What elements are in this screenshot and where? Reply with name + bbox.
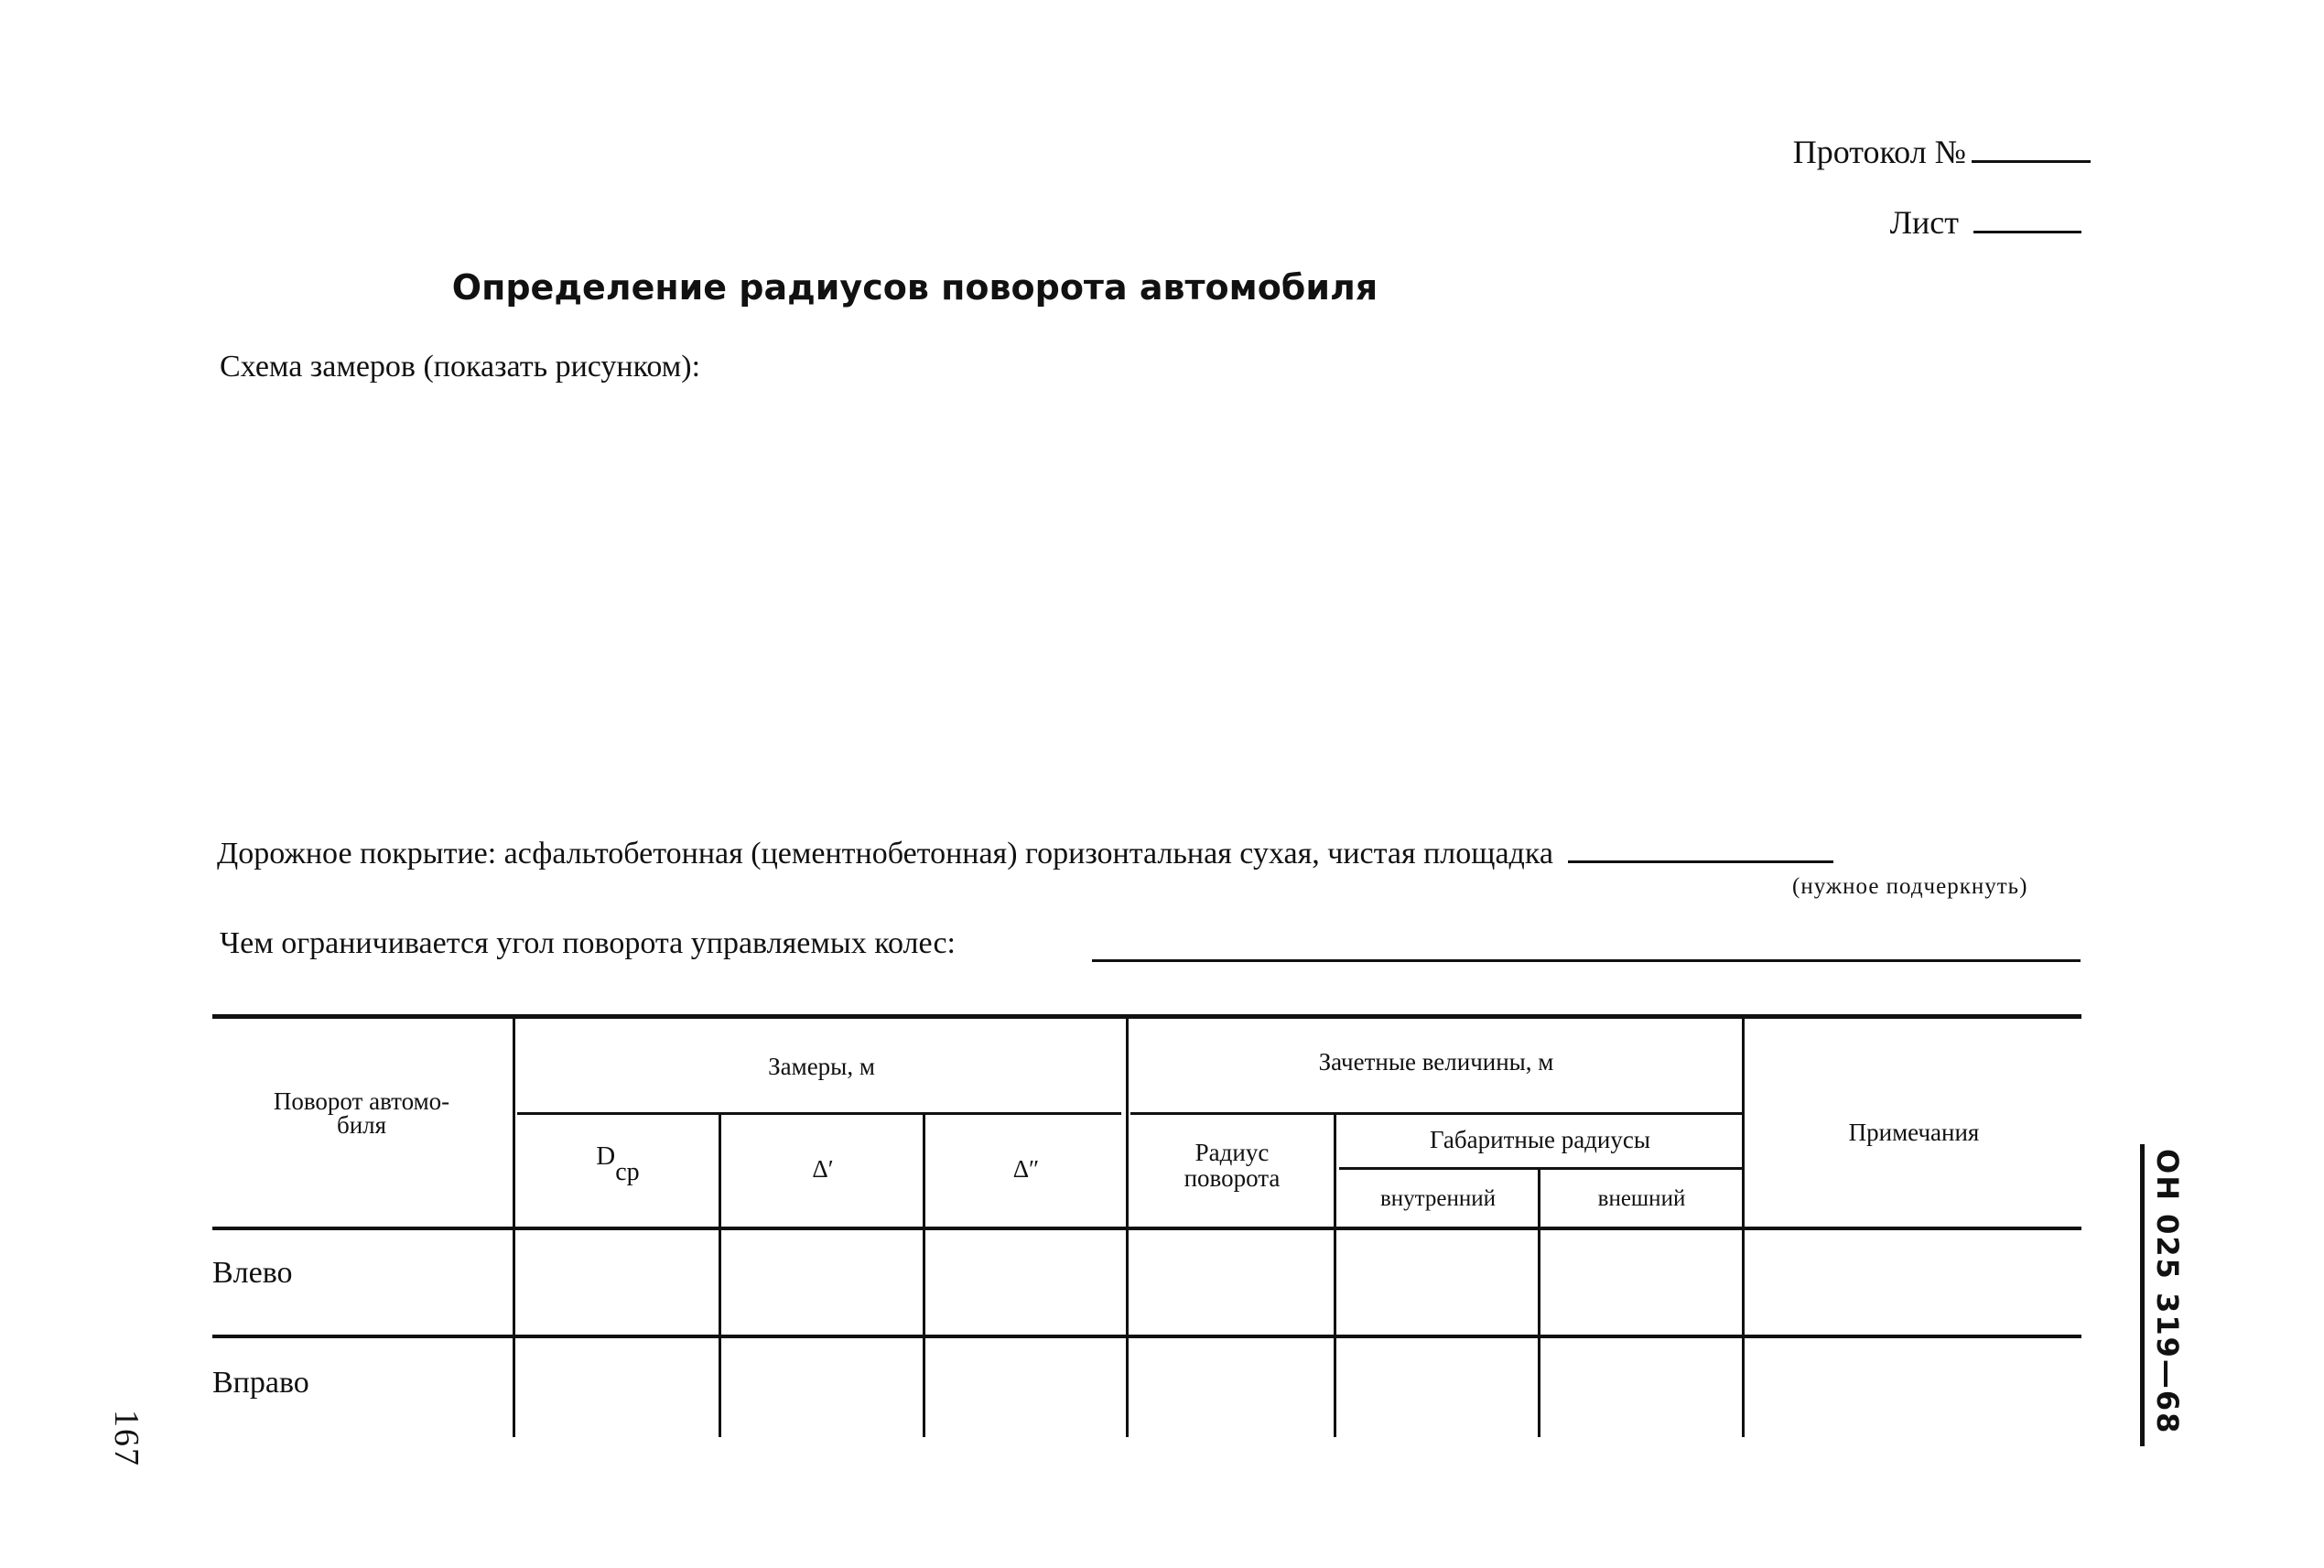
header-delta-prime: Δ′ — [812, 1155, 834, 1183]
header-dcp — [517, 1141, 719, 1186]
header-turning-radius: Радиус поворота — [1184, 1139, 1281, 1192]
col-divider-1 — [513, 1016, 515, 1437]
protocol-label: Протокол № — [1792, 134, 1966, 170]
road-surface-text: Дорожное покрытие: асфальтобетонная (цементнобетонная) горизонтальная сухая, чистая площадка — [217, 837, 1553, 871]
header-credit-group: Зачетные величины, м — [1318, 1048, 1554, 1076]
row-right-label: Вправо — [212, 1366, 309, 1400]
table-top-border — [212, 1014, 2081, 1019]
protocol-number-blank[interactable] — [1972, 135, 2091, 163]
sheet-label: Лист — [1889, 204, 1959, 241]
dcp-symbol: D — [596, 1141, 616, 1171]
header-delta-double-prime: Δ″ — [1012, 1155, 1040, 1183]
header-overall-radii: Габаритные радиусы — [1429, 1126, 1650, 1153]
header-measures-group: Замеры, м — [768, 1053, 875, 1080]
road-surface-line — [217, 837, 1833, 871]
standard-code-bar — [2140, 1144, 2145, 1446]
header-bottom-border — [212, 1227, 2081, 1230]
page-title: Определение радиусов поворота автомобиля — [451, 267, 1378, 308]
credit-group-divider — [1130, 1112, 1742, 1115]
protocol-number-field — [1793, 133, 2091, 171]
underline-hint: (нужное подчеркнуть) — [1792, 874, 2028, 899]
standard-code — [2146, 1149, 2183, 1451]
road-surface-blank[interactable] — [1568, 838, 1833, 863]
header-notes: Примечания — [1848, 1119, 1980, 1146]
steering-limit-label: Чем ограничивается угол поворота управляемых колес: — [220, 926, 956, 960]
sheet-field — [1890, 203, 2081, 242]
cell-right-values[interactable] — [517, 1339, 2078, 1435]
page-number: 167 — [107, 1410, 146, 1467]
header-outer: внешний — [1597, 1186, 1686, 1211]
standard-code-text: ОН 025 319—68 — [2150, 1149, 2185, 1435]
overall-group-divider — [1339, 1167, 1742, 1170]
cell-left-values[interactable] — [517, 1231, 2078, 1334]
row-left-label: Влево — [212, 1256, 293, 1290]
dcp-subscript: ср — [615, 1157, 640, 1186]
sheet-blank[interactable] — [1973, 205, 2081, 233]
header-inner: внутренний — [1379, 1186, 1497, 1211]
row-divider — [212, 1335, 2081, 1338]
measurement-scheme-label: Схема замеров (показать рисунком): — [220, 350, 701, 384]
steering-limit-blank[interactable] — [1092, 959, 2081, 962]
measures-group-divider — [517, 1112, 1121, 1115]
header-turn: Поворот автомо- биля — [273, 1087, 450, 1139]
